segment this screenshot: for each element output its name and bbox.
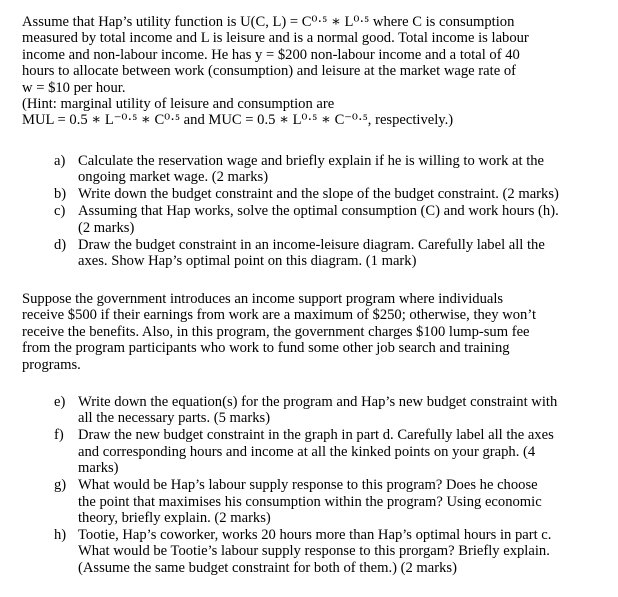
question-label: a) bbox=[54, 153, 66, 169]
question-label: h) bbox=[54, 527, 67, 544]
question-text-line: Draw the budget constraint in an income-leisure diagram. Carefully label all the bbox=[78, 236, 545, 253]
question-text-line: the point that maximises his consumption within the program? Using economic bbox=[78, 493, 542, 510]
question-text-line: Write down the budget constraint and the slope of the budget constraint. (2 marks) bbox=[78, 186, 559, 203]
question-a bbox=[54, 153, 610, 186]
question-text-line: What would be Tootie’s labour supply response to this prorgam? Briefly explain. bbox=[78, 543, 550, 560]
question-text-line: Assuming that Hap works, solve the optimal consumption (C) and work hours (h). bbox=[78, 203, 559, 220]
question-text-line: (Assume the same budget constraint for both of them.) (2 marks) bbox=[78, 559, 457, 576]
hint-line: (Hint: marginal utility of leisure and consumption are bbox=[22, 96, 335, 113]
support-line: Suppose the government introduces an income support program where individuals bbox=[22, 291, 504, 307]
question-text-line: and corresponding hours and income at all the kinked points on your graph. (4 bbox=[78, 443, 536, 460]
question-b bbox=[54, 186, 610, 202]
hint-formula-line: MUL = 0.5 ∗ L⁻⁰·⁵ ∗ C⁰·⁵ and MUC = 0.5 ∗ L⁰·⁵ ∗ C⁻⁰·⁵, respectively.) bbox=[22, 112, 454, 129]
question-label: d) bbox=[54, 236, 67, 253]
question-text-line: axes. Show Hap’s optimal point on this diagram. (1 mark) bbox=[78, 253, 417, 270]
support-program-paragraph bbox=[22, 291, 606, 373]
question-text-line: Calculate the reservation wage and briefly explain if he is willing to work at the bbox=[78, 153, 545, 169]
question-g bbox=[54, 477, 610, 526]
question-text-line: Draw the new budget constraint in the graph in part d. Carefully label all the axes bbox=[78, 427, 554, 444]
intro-line: Assume that Hap’s utility function is U(C, L) = C⁰·⁵ ∗ L⁰·⁵ where C is consumption bbox=[22, 14, 515, 30]
support-line: programs. bbox=[22, 356, 81, 373]
intro-line: hours to allocate between work (consumption) and leisure at the market wage rate of bbox=[22, 63, 516, 80]
question-label: b) bbox=[54, 186, 67, 203]
question-label: f) bbox=[54, 427, 64, 444]
question-f bbox=[54, 427, 610, 476]
question-label: e) bbox=[54, 394, 66, 410]
question-d bbox=[54, 237, 610, 270]
question-text-line: Tootie, Hap’s coworker, works 20 hours more than Hap’s optimal hours in part c. bbox=[78, 527, 552, 544]
intro-paragraph bbox=[22, 14, 606, 129]
intro-line: w = $10 per hour. bbox=[22, 79, 126, 96]
question-e bbox=[54, 394, 610, 427]
question-c bbox=[54, 203, 610, 236]
intro-line: measured by total income and L is leisure and is a normal good. Total income is labour bbox=[22, 30, 529, 47]
question-text-line: marks) bbox=[78, 460, 119, 477]
intro-line: income and non-labour income. He has y = $200 non-labour income and a total of 40 bbox=[22, 46, 520, 63]
support-line: from the program participants who work to fund some other job search and training bbox=[22, 340, 510, 357]
support-line: receive the benefits. Also, in this program, the government charges $100 lump-sum fee bbox=[22, 323, 530, 340]
question-list-part1 bbox=[54, 153, 610, 270]
support-line: receive $500 if their earnings from work are a maximum of $250; otherwise, they won’t bbox=[22, 307, 537, 324]
question-text-line: ongoing market wage. (2 marks) bbox=[78, 169, 269, 186]
question-h bbox=[54, 527, 610, 576]
question-text-line: theory, briefly explain. (2 marks) bbox=[78, 510, 271, 527]
question-text-line: Write down the equation(s) for the program and Hap’s new budget constraint with bbox=[78, 394, 558, 410]
question-label: g) bbox=[54, 477, 67, 494]
question-text-line: What would be Hap’s labour supply response to this program? Does he choose bbox=[78, 477, 538, 494]
question-text-line: all the necessary parts. (5 marks) bbox=[78, 410, 271, 427]
question-text-line: (2 marks) bbox=[78, 219, 135, 236]
question-label: c) bbox=[54, 203, 66, 220]
question-list-part2 bbox=[54, 394, 610, 577]
